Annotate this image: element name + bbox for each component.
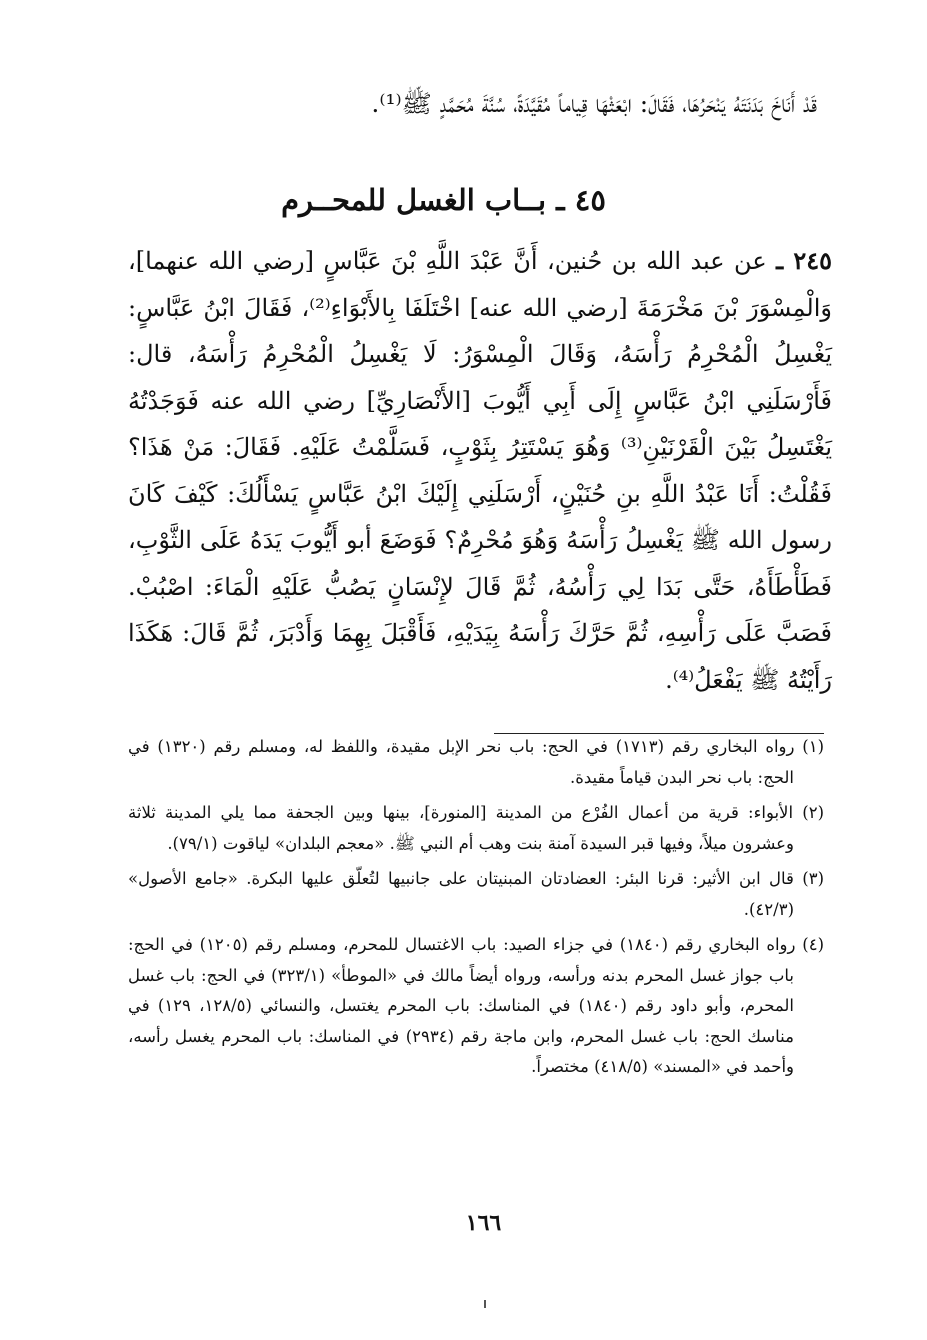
footnote-text: قال ابن الأثير: قرنا البئر: العضادتان المبنيتان على جانبيها لتُعلّق عليها البكرة. «جامع الأصول» (٤٢/٣). <box>128 869 794 919</box>
footnote-marker: (١) <box>802 737 824 756</box>
footnotes <box>128 732 824 1088</box>
footnote-text: رواه البخاري رقم (١٧١٣) في الحج: باب نحر الإبل مقيدة، واللفظ له، ومسلم رقم (١٣٢٠) في الحج: باب نحر البدن قياماً مقيدة. <box>128 737 795 787</box>
footnote-marker: (٢) <box>802 803 824 822</box>
footnote-text: رواه البخاري رقم (١٨٤٠) في جزاء الصيد: باب الاغتسال للمحرم، ومسلم رقم (١٢٠٥) في الحج: باب جواز غسل المحرم بدنه ورأسه، ورواه أيضاً مالك في «الموطأ» (٣٢٣/١) في الحج: باب غسل المحرم، وأبو داود رقم (١٨٤٠) في المناسك: باب المحرم يغتسل، والنسائي (١٢٨/٥، ١٢٩) في مناسك الحج: باب غسل المحرم، وابن ماجة رقم (٢٩٣٤) في المناسك: باب المحرم يغسل رأسه، وأحمد في «المسند» (٤١٨/٥) مختصراً. <box>128 935 796 1076</box>
hadith-text: عن عبد الله بن حُنين، أَنَّ عَبْدَ اللَّهِ بْنَ عَبَّاسٍ [رضي الله عنهما]، وَالْمِسْوَرَ بْنَ مَخْرَمَةَ [رضي الله عنه] اخْتَلَفَا بِالأَبْوَاءِ⁽²⁾، فَقَالَ ابْنُ عَبَّاسٍ: يَغْسِلُ الْمُحْرِمُ رَأْسَهُ، وَقَالَ الْمِسْوَرُ: لَا يَغْسِلُ الْمُحْرِمُ رَأْسَهُ، قال: فَأَرْسَلَنِي ابْنُ عَبَّاسٍ إِلَى أَبِي أَيُّوبَ [الأَنْصَارِيِّ] رضي الله عنه فَوَجَدْتُهُ يَغْتَسِلُ بَيْنَ الْقَرْنَيْنِ⁽³⁾ وَهُوَ يَسْتَتِرُ بِثَوْبٍ، فَسَلَّمْتُ عَلَيْهِ. فَقَالَ: مَنْ هَذَا؟ فَقُلْتُ: أَنَا عَبْدُ اللَّهِ بنِ حُنَيْنٍ، أَرْسَلَنِي إِلَيْكَ ابْنُ عَبَّاسٍ يَسْأَلُكَ: كَيْفَ كَانَ رسول الله ﷺ يَغْسِلُ رَأْسَهُ وَهُوَ مُحْرِمٌ؟ فَوَضَعَ أبو أَيُّوبَ يَدَهُ عَلَى الثَّوْبِ، فَطَأْطَأَهُ، حَتَّى بَدَا لِي رَأْسُهُ، ثُمَّ قَالَ لإِنْسَانٍ يَصُبُّ عَلَيْهِ الْمَاءَ: اصْبُبْ. فَصَبَّ عَلَى رَأْسِهِ، ثُمَّ حَرَّكَ رَأْسَهُ بِيَدَيْهِ، فَأَقْبَلَ بِهِمَا وَأَدْبَرَ، ثُمَّ قَالَ: هَكَذَا رَأَيْتُهُ ﷺ يَفْعَلُ⁽⁴⁾. <box>128 247 833 694</box>
footnote-item <box>128 930 824 1083</box>
footnote-marker: (٣) <box>802 869 824 888</box>
footnote-item <box>128 864 824 925</box>
footnote-marker: (٤) <box>802 935 825 954</box>
continuation-text: قَدْ أَنَاخَ بَدَنَتَهُ يَنْحَرُهَا، فَقَالَ: ابْعَثْهَا قِياماً مُقَيَّدَةً، سُنَّةَ مُحَمَّدٍ ﷺ⁽¹⁾. <box>371 89 817 118</box>
footnote-item <box>128 732 824 793</box>
hadith-paragraph <box>128 238 832 703</box>
hadith-number: ٢٤٥ ـ <box>776 246 832 275</box>
chapter-title: ٤٥ ـ بــاب الغسل للمحــرم <box>281 183 606 217</box>
footnote-text: الأبواء: قرية من أعمال الفُرْع من المدينة [المنورة]، بينها وبين الجحفة مما يلي المدينة ثلاثة وعشرون ميلاً، وفيها قبر السيدة آمنة بنت وهب أم النبي ﷺ. «معجم البلدان» لياقوت (٧٩/١). <box>128 803 794 853</box>
footnote-item <box>128 798 824 859</box>
page-number: ١٦٦ <box>465 1210 502 1236</box>
scan-speck <box>484 1300 486 1308</box>
